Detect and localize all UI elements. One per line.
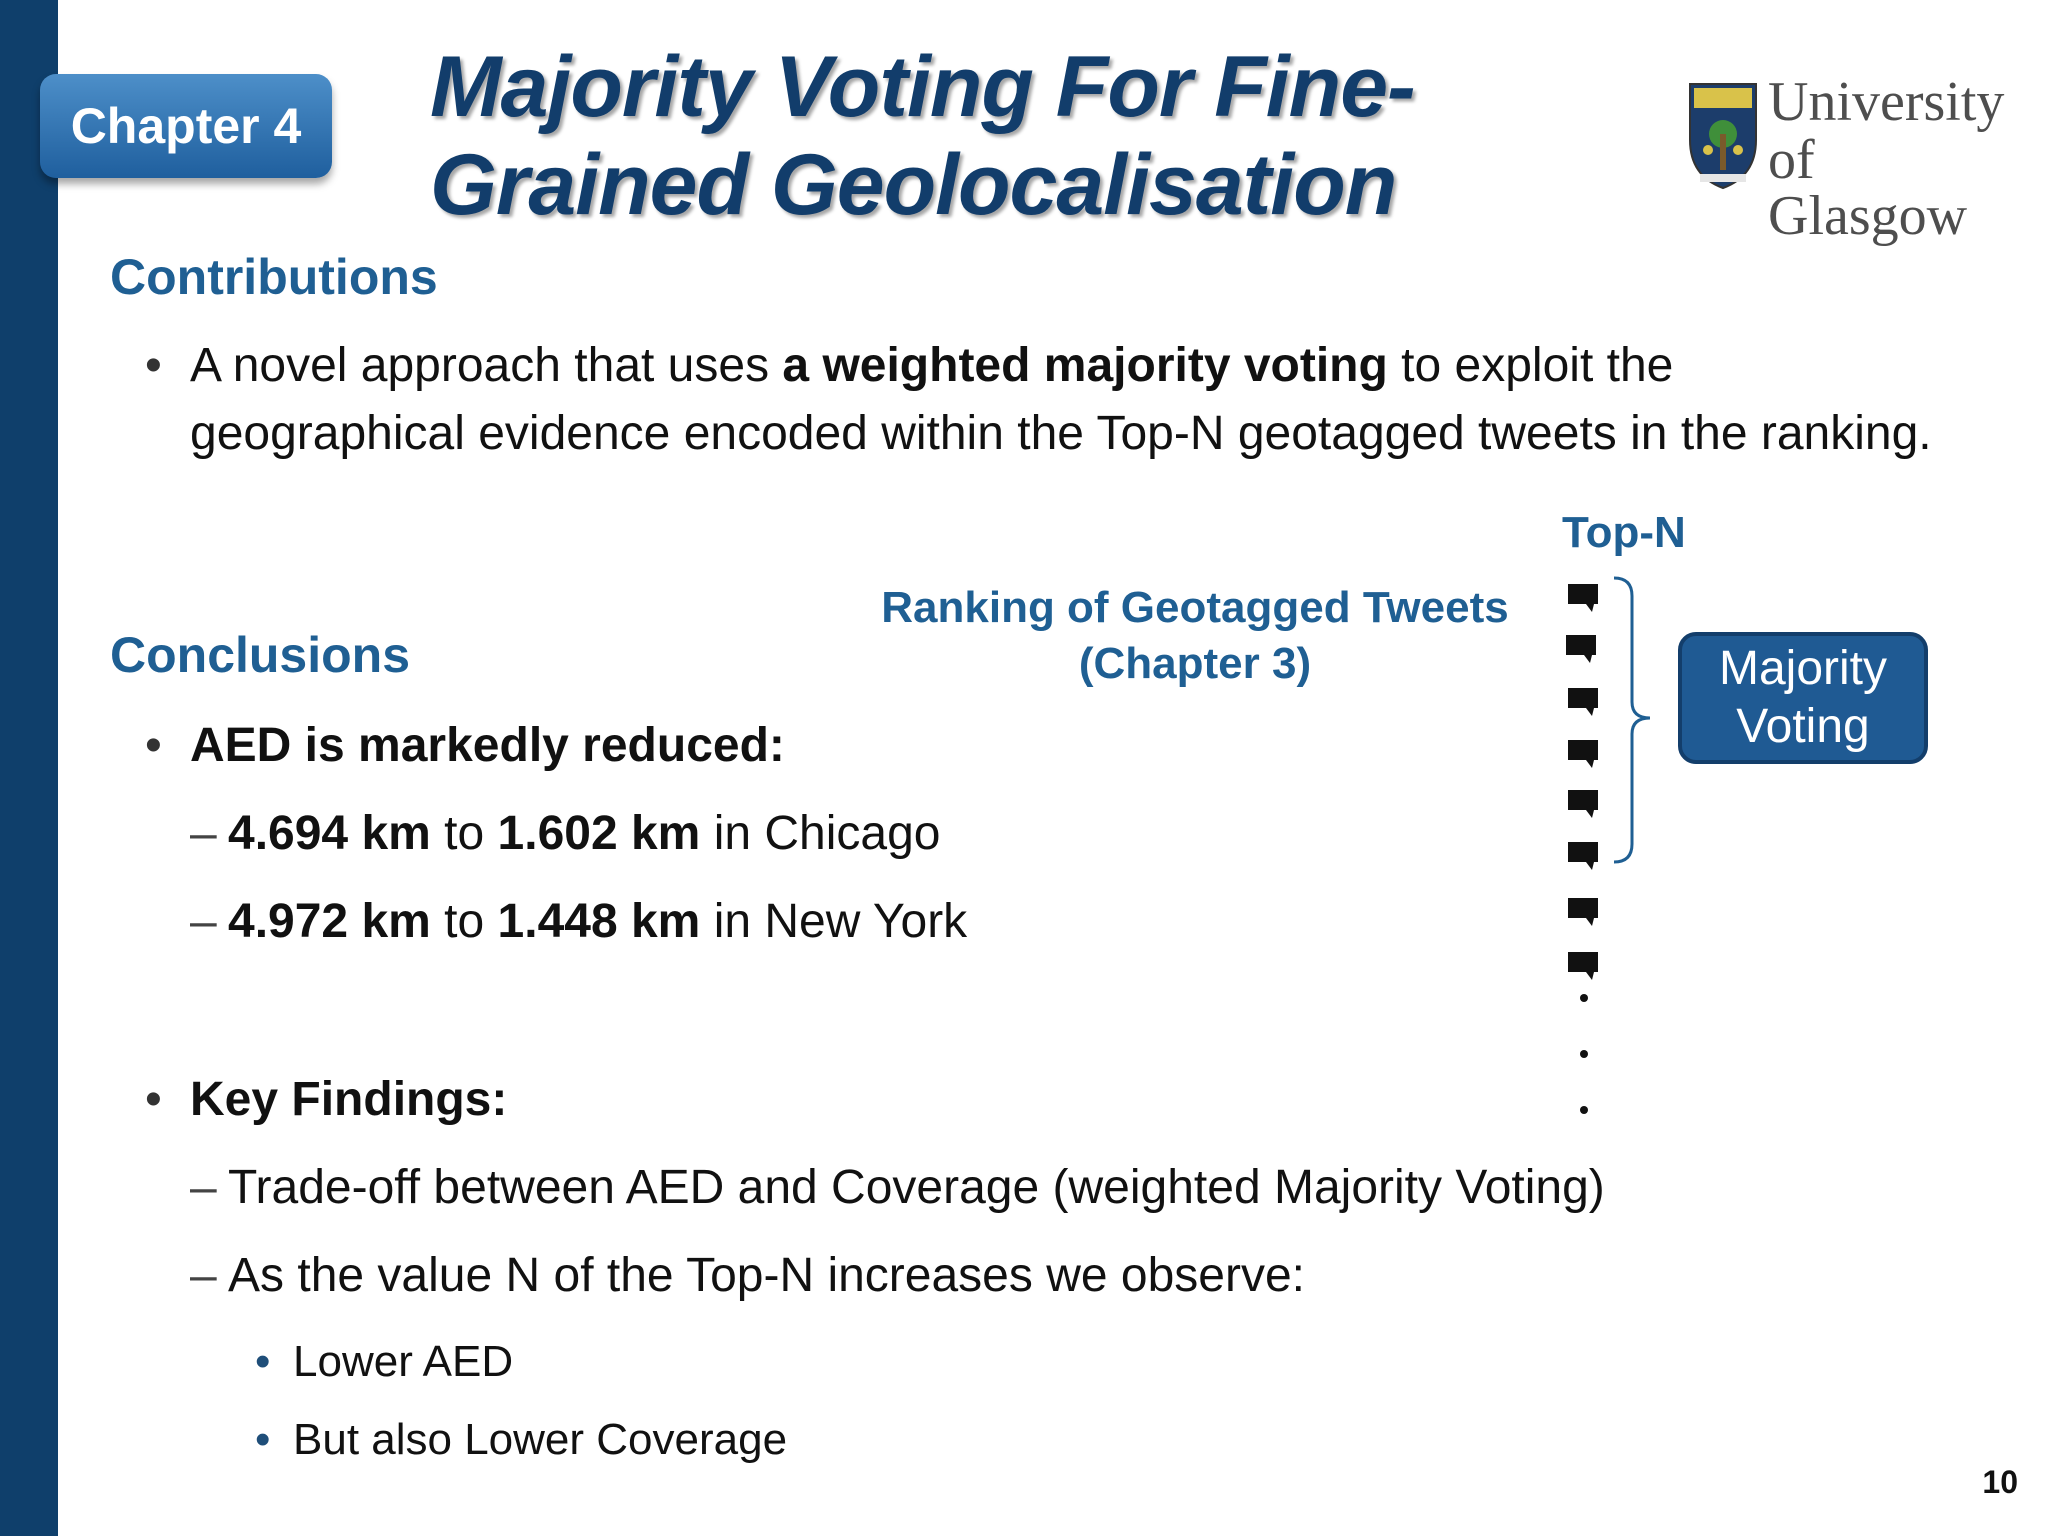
sub-item-lower-aed	[255, 1332, 513, 1392]
chapter-badge: Chapter 4	[40, 74, 332, 178]
university-logo	[1686, 71, 2016, 247]
newyork-to-word: to	[430, 895, 498, 948]
sub-2-text: But also Lower Coverage	[293, 1415, 788, 1464]
finding-2-text: As the value N of the Top-N increases we observe:	[228, 1249, 1305, 1302]
bullet-dot: •	[145, 719, 162, 772]
left-accent-bar	[0, 0, 58, 1536]
conclusions-heading: Conclusions	[110, 627, 411, 683]
newyork-from: 4.972 km	[228, 895, 431, 948]
title-line-1: Majority Voting For Fine-	[430, 39, 1415, 135]
chicago-from: 4.694 km	[228, 807, 431, 860]
findings-heading-text: Key Findings:	[190, 1073, 508, 1126]
majority-line-2: Voting	[1736, 700, 1870, 753]
title-line-2: Grained Geolocalisation	[430, 137, 1397, 233]
tweet-ranking-graphic	[1562, 580, 1612, 1120]
finding-1-text: Trade-off between AED and Coverage (weighted Majority Voting)	[228, 1161, 1605, 1214]
aed-heading-text: AED is markedly reduced:	[190, 719, 785, 772]
ranking-line-1: Ranking of Geotagged Tweets	[881, 583, 1509, 632]
tweet-icon	[1568, 842, 1598, 870]
topn-label: Top-N	[1562, 508, 1686, 557]
sub-bullet-dot: •	[255, 1415, 271, 1464]
logo-wordmark	[1768, 71, 2016, 247]
chicago-item	[190, 800, 941, 868]
logo-line-1: University	[1768, 71, 2005, 133]
chicago-city: in Chicago	[700, 807, 941, 860]
chicago-to-word: to	[430, 807, 498, 860]
tweet-icon	[1568, 898, 1598, 926]
dash-mark: –	[190, 1249, 217, 1302]
ranking-line-2: (Chapter 3)	[1078, 639, 1312, 688]
finding-1	[190, 1154, 1605, 1222]
page-number: 10	[1982, 1464, 2018, 1500]
tweet-icon	[1568, 790, 1598, 818]
tweet-icon	[1568, 688, 1598, 716]
tweet-icon	[1566, 635, 1596, 663]
finding-2	[190, 1242, 1305, 1310]
findings-heading	[190, 1066, 1950, 1134]
contrib-bold: a weighted majority voting	[782, 339, 1388, 392]
sub-item-lower-coverage	[255, 1410, 787, 1470]
contributions-text	[190, 332, 1950, 468]
contrib-pre: A novel approach that uses	[190, 339, 783, 392]
chicago-to: 1.602 km	[497, 807, 701, 860]
tweet-ranking-column	[1562, 580, 1612, 1120]
bullet-dot: •	[145, 339, 162, 392]
dash-mark: –	[190, 895, 217, 948]
ellipsis-dot	[1580, 1050, 1588, 1058]
dash-mark: –	[190, 1161, 217, 1214]
logo-line-2: of Glasgow	[1768, 129, 1968, 247]
majority-line-1: Majority	[1718, 642, 1888, 695]
slide-title	[430, 38, 1610, 234]
contributions-heading: Contributions	[110, 249, 438, 305]
ellipsis-dot	[1580, 1106, 1588, 1114]
majority-voting-box	[1678, 632, 1928, 764]
tweet-icon	[1568, 740, 1598, 768]
ranking-label	[870, 580, 1520, 692]
crest-icon	[1686, 80, 1760, 190]
sub-1-text: Lower AED	[293, 1337, 514, 1386]
dash-mark: –	[190, 807, 217, 860]
ellipsis-dot	[1580, 994, 1588, 1002]
newyork-item	[190, 888, 967, 956]
tweet-icon	[1568, 952, 1598, 980]
bullet-dot: •	[145, 1073, 162, 1126]
newyork-to: 1.448 km	[497, 895, 701, 948]
sub-bullet-dot: •	[255, 1337, 271, 1386]
contrib-post: to exploit the geographical evidence encoded within the Top-N geotagged tweets in the ranking.	[190, 339, 1932, 460]
topn-brace	[1612, 576, 1652, 866]
tweet-icon	[1568, 584, 1598, 612]
newyork-city: in New York	[700, 895, 968, 948]
